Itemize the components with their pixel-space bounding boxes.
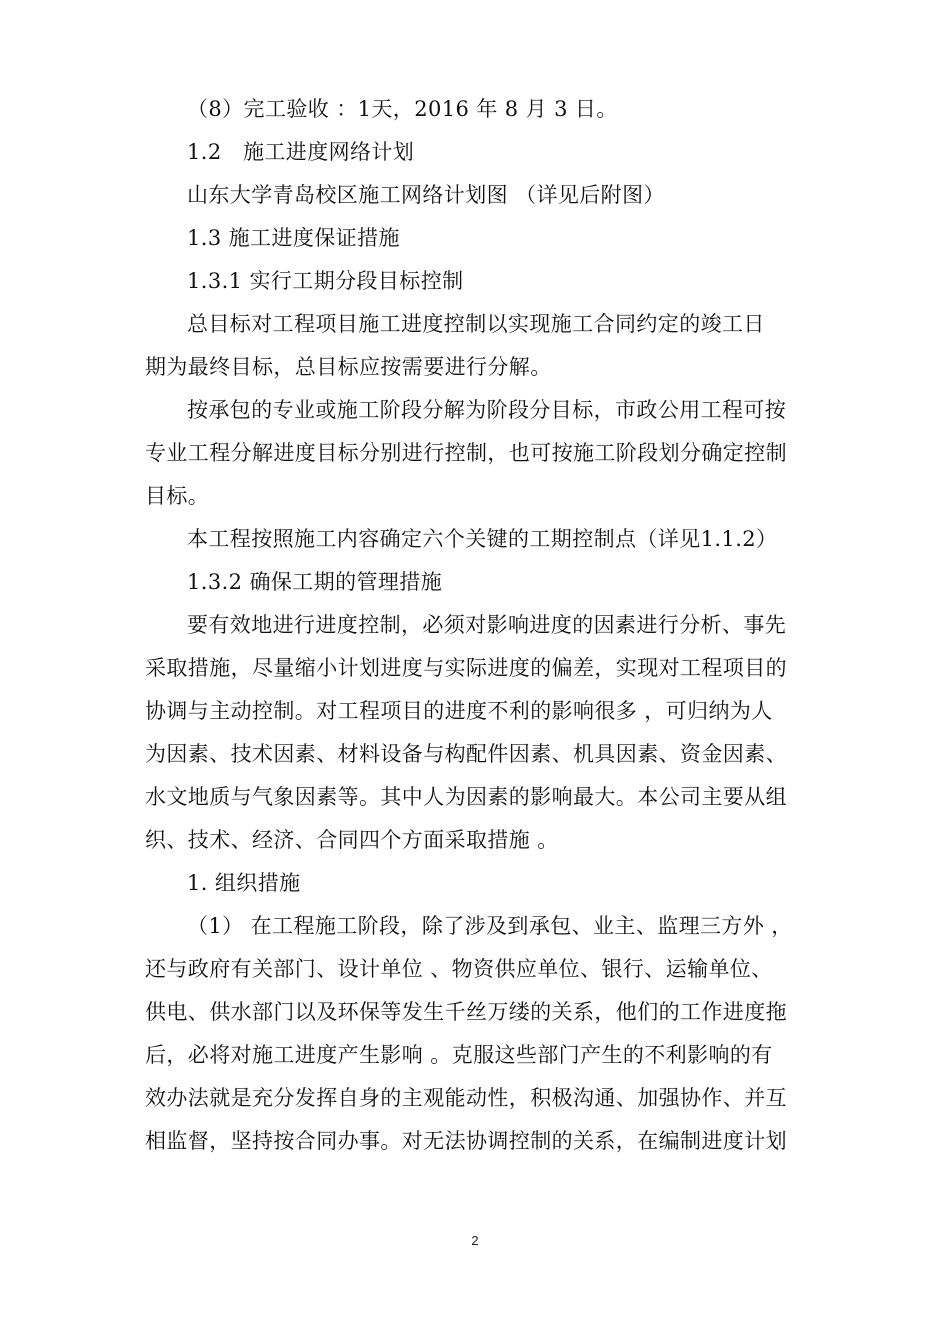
text-line: 后，必将对施工进度产生影响 。克服这些部门产生的不利影响的有	[145, 1043, 773, 1067]
text-line: 水文地质与气象因素等。其中人为因素的影响最大。本公司主要从组	[145, 785, 787, 809]
page-number: 2	[471, 1233, 479, 1248]
text-line: 效办法就是充分发挥自身的主观能动性，积极沟通、加强协作、并互	[145, 1086, 787, 1110]
text-line: 1.3 施工进度保证措施	[187, 226, 400, 250]
text-line: 期为最终目标，总目标应按需要进行分解。	[145, 355, 552, 379]
text-line: 总目标对工程项目施工进度控制以实现施工合同约定的竣工日	[187, 312, 765, 336]
text-line: 相监督，坚持按合同办事。对无法协调控制的关系，在编制进度计划	[145, 1129, 787, 1153]
text-line: 采取措施，尽量缩小计划进度与实际进度的偏差，实现对工程项目的	[145, 656, 787, 680]
text-line: 山东大学青岛校区施工网络计划图 （详见后附图）	[187, 183, 665, 207]
text-line: 专业工程分解进度目标分别进行控制，也可按施工阶段划分确定控制	[145, 441, 787, 465]
text-line: （8）完工验收 ：1天，2016 年 8 月 3 日。	[187, 97, 618, 121]
text-line: 按承包的专业或施工阶段分解为阶段分目标，市政公用工程可按	[187, 398, 787, 422]
text-line: 1.3.2 确保工期的管理措施	[187, 570, 443, 594]
text-line: 目标。	[145, 484, 210, 508]
text-line: （1） 在工程施工阶段，除了涉及到承包、业主、监理三方外 ，	[187, 914, 793, 938]
document-body	[145, 88, 810, 1163]
text-line: 本工程按照施工内容确定六个关键的工期控制点（详见1.1.2）	[187, 527, 778, 551]
text-line: 要有效地进行进度控制，必须对影响进度的因素进行分析、事先	[187, 613, 787, 637]
text-line: 为因素、技术因素、材料设备与构配件因素、机具因素、资金因素、	[145, 742, 787, 766]
text-line: 供电、供水部门以及环保等发生千丝万缕的关系，他们的工作进度拖	[145, 1000, 787, 1024]
text-line: 还与政府有关部门、设计单位 、物资供应单位、银行、运输单位、	[145, 957, 773, 981]
text-line: 1.3.1 实行工期分段目标控制	[187, 269, 464, 293]
text-line: 协调与主动控制。对工程项目的进度不利的影响很多 ，可归纳为人	[145, 699, 773, 723]
text-line: 织、技术、经济、合同四个方面采取措施 。	[145, 828, 559, 852]
text-line: 1. 组织措施	[187, 871, 301, 895]
text-line: 1.2 施工进度网络计划	[187, 140, 415, 164]
